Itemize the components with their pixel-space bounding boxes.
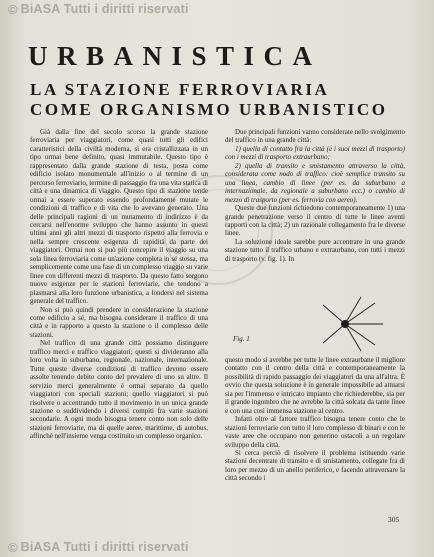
paragraph: La soluzione ideale sarebbe pure accentrare in una grande stazione tutto il traffico urbano e extraurbano, con tutti i mezzi di trasporto (v. fig. 1). In xyxy=(225,237,405,263)
article-title-line-1: LA STAZIONE FERROVIARIA xyxy=(30,80,330,99)
paragraph: Queste due funzioni richiedono contemporaneamente 1) una grande penetrazione verso il centro di tutte le linee aventi rapporti con la città; 2) un razionale collegamento fra le diverse linee. xyxy=(225,204,405,238)
copyright-symbol: © xyxy=(8,539,18,555)
figure-caption: Fig. 1 xyxy=(233,335,250,343)
watermark-text: BiASA Tutti i diritti riservati xyxy=(20,540,189,554)
right-column-top xyxy=(225,128,405,263)
watermark-text: BiASA Tutti i diritti riservati xyxy=(20,2,189,16)
paragraph: 2) quella di transito e smistamento attraverso la città, considerata come nodo di traffico: cioè semplice transito su una linea, cambio di linee (per es. da suburbano a internazionale, da regionale a suburbano ecc.) o cambio di mezzo di trasporto (per es. ferrovia con aereo). xyxy=(225,161,405,204)
paragraph: questo modo si avrebbe per tutte le linee extraurbane il migliore contatto con il centro della città e contemporaneamente la possibilità di rapido passaggio dei viaggiatori da una all'altra. È ovvio che questa soluzione è in generale impossibile ad attuarsi sia per l'immenso e intricato impianto che richiederebbe, sia per il grande ingombro che ne avrebbe la città solcata da tante linee e con una così immensa stazione al centro. xyxy=(225,356,405,415)
paragraph: Due principali funzioni vanno considerate nello svolgimento del traffico in una grande città: xyxy=(225,128,405,145)
watermark-bottom xyxy=(0,540,434,554)
paragraph: Non si può quindi prendere in considerazione la stazione come edificio a sé, ma bisogna considerare il traffico di una città e in rapporto a questo la stazione o il complesso delle stazioni. xyxy=(30,305,208,339)
paragraph: Già dalla fine del secolo scorso la grande stazione ferroviaria per viaggiatori, come quasi tutti gli edifici caratteristici della civiltà moderna, si era cristallizzata in un tipo ormai bene definito, quasi immutabile. Questo tipo è rappresentato dalla grande stazione di testa, posta come edificio isolato monumentale all'inizio o al termine di un percorso ferroviario, termine di passaggio fra una vita statica di città e una dinamica di viaggio. Questo tipo di stazione tende ormai a essere superato essendo profondamente mutate le condizioni di traffico e di vita che lo avevano generato. Una delle principali ragioni di un mutamento di indirizzo è da cercarsi nell'enorme sviluppo che hanno assunto in questi ultimi anni gli altri mezzi di trasporto rispetto alla ferrovia e nella sempre crescente esigenza di rapidità da parte dei viaggiatori. Ormai non si può più concepire il viaggio su una sola linea ferroviaria come un'azione completa in sé stessa, ma semplicemente come una fase di un complesso viaggio su varie linee con differenti mezzi di trasporto. Da questo fatto sorgono nuove esigenze per le stazioni ferroviarie, che tendono a plasmarsi alla loro funzione urbanistica, a fondersi nel sistema generale del traffico. xyxy=(30,128,208,306)
paragraph: Si cerca perciò di risolvere il problema istituendo varie stazioni decentrate di transito e di smistamento, collegate fra di loro per mezzo di un anello periferico, e facendo attraversare la città secondo i xyxy=(225,448,405,483)
figure-1 xyxy=(233,295,393,353)
left-column xyxy=(30,128,208,441)
railway-diagram-icon xyxy=(233,295,393,353)
page-number: 305 xyxy=(388,515,400,524)
article-title-line-2: COME ORGANISMO URBANISTICO xyxy=(30,100,388,119)
right-column-bottom xyxy=(225,356,405,483)
paragraph: Nel traffico di una grande città possiamo distinguere traffico merci e traffico viaggiatori; questi si divideranno alla loro volta in suburbano, regionale, nazionale, internazionale. Tutte queste diverse condizioni di traffico devono essere assolte tenendo debito conto del prevalere di uno su altre. Il servizio merci generalmente è ormai separato da quello viaggiatori con speciali stazioni; quello viaggiatori si può risolvere o accentrando tutto il movimento in un unica grande stazione o suddividendo i diversi compiti fra varie stazioni secondarie. A ogni modo bisogna tenere conto non solo delle stazioni ferroviarie, ma di quelle aeree, marittime, di autobus, affinché nell'insieme venga costituito un complesso organico. xyxy=(30,339,208,441)
paragraph: Infatti oltre al fattore traffico bisogna tenere conto che le stazioni ferroviarie con tutto il loro complesso di binari e con le vaste aree che occupano non generino ostacoli a un regolare sviluppo della città. xyxy=(225,415,405,449)
section-title: URBANISTICA xyxy=(28,41,322,71)
watermark-top xyxy=(0,2,434,16)
paragraph: 1) quella di contatto fra la città (e i suoi mezzi di trasporto) con i mezzi di trasporto extraurbano; xyxy=(225,144,405,162)
copyright-symbol: © xyxy=(8,1,18,17)
